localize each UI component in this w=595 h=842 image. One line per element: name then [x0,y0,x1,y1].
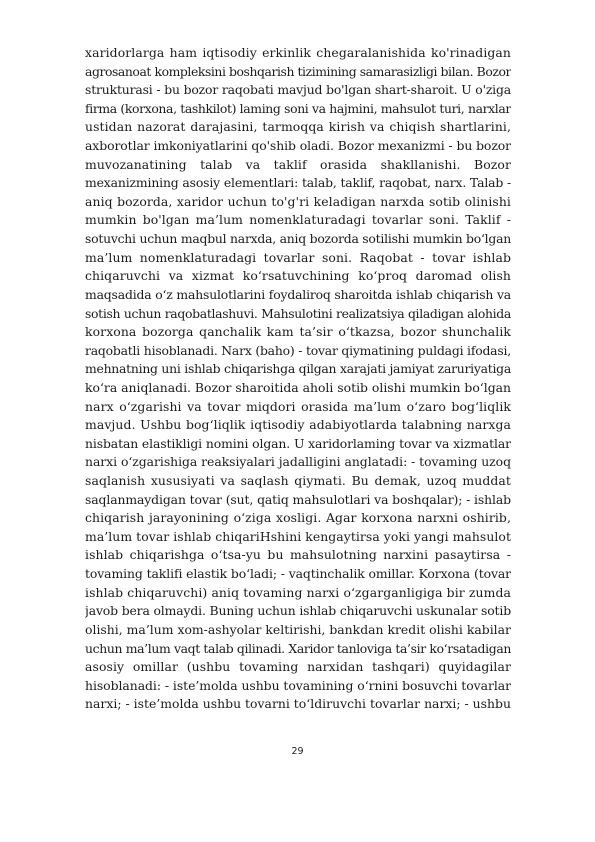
text-line: sotish uchun raqobatlashuvi. Mahsulotini realizatsiya qiladigan alohida [85,305,511,321]
text-line: agrosanoat kompleksini boshqarish tizimining samarasizligi bilan. Bozor [85,63,511,79]
text-line: chiqaruvchi va xizmat ko‘rsatuvchining ko‘proq daromad olish [85,268,511,284]
text-line: firma (korxona, tashkilot) laming soni va hajmini, mahsulot turi, narxlar [85,100,511,116]
text-line: narx o‘zgarishi va tovar miqdori orasida ma’lum o‘zaro bog‘liqlik [85,398,511,414]
text-line: strukturasi - bu bozor raqobati mavjud bo'lgan shart-sharoit. U o'ziga [85,82,511,98]
page-number: 29 [291,746,304,757]
text-line: ma’lum nomenklaturadagi tovarlar soni. Raqobat - tovar ishlab [85,249,511,265]
text-line: korxona bozorga qanchalik kam ta’sir o‘tkazsa, bozor shunchalik [85,324,511,340]
text-line: xaridorlarga ham iqtisodiy erkinlik chegaralanishida ko'rinadigan [85,45,511,60]
body-text [85,44,511,714]
text-line: ishlab chiqaruvchi) aniq tovaming narxi o‘zgarganligiga bir zumda [85,584,511,600]
text-line: muvozanatining talab va taklif orasida shakllanishi. Bozor [85,156,511,172]
text-line: saqlanmaydigan tovar (sut, qatiq mahsulotlari va boshqalar); - ishlab [85,491,511,507]
text-line: asosiy omillar (ushbu tovaming narxidan tashqari) quyidagilar [85,659,511,675]
text-line: mavjud. Ushbu bog‘liqlik iqtisodiy adabiyotlarda talabning narxga [85,417,511,433]
text-line: saqlanish xususiyati va saqlash qiymati. Bu demak, uzoq muddat [85,473,511,489]
text-line: mumkin bo'lgan ma’lum nomenklaturadagi tovarlar soni. Taklif - [85,212,511,228]
text-line: aniq bozorda, xaridor uchun to'g'ri keladigan narxda sotib olinishi [85,193,511,209]
text-line: raqobatli hisoblanadi. Narx (baho) - tovar qiymatining puldagi ifodasi, [85,342,511,358]
text-line: narxi; - iste’molda ushbu tovarni to‘ldiruvchi tovarlar narxi; - ushbu [85,696,511,712]
text-line: sotuvchi uchun maqbul narxda, aniq bozorda sotilishi mumkin bo‘lgan [85,231,511,247]
text-line: uchun ma’lum vaqt talab qilinadi. Xaridor tanloviga ta’sir ko‘rsatadigan [85,640,511,656]
text-line: hisoblanadi: - iste’molda ushbu tovamining o‘rnini bosuvchi tovarlar [85,677,511,693]
text-line: ko‘ra aniqlanadi. Bozor sharoitida aholi sotib olishi mumkin bo‘lgan [85,379,511,395]
text-line: ma’lum tovar ishlab chiqariHshini kengaytirsa yoki yangi mahsulot [85,528,511,544]
text-line: maqsadida o‘z mahsulotlarini foydaliroq sharoitda ishlab chiqarish va [85,286,511,302]
text-line: ishlab chiqarishga o‘tsa-yu bu mahsulotning narxini pasaytirsa - [85,547,511,563]
text-line: ustidan nazorat darajasini, tarmoqqa kirish va chiqish shartlarini, [85,119,511,135]
text-line: javob bera olmaydi. Buning uchun ishlab chiqaruvchi uskunalar sotib [85,603,511,619]
text-line: mexanizmining asosiy elementlari: talab, taklif, raqobat, narx. Talab - [85,175,511,191]
text-line: olishi, ma’lum xom-ashyolar keltirishi, bankdan kredit olishi kabilar [85,621,511,637]
text-line: chiqarish jarayonining o‘ziga xosligi. Agar korxona narxni oshirib, [85,510,511,526]
text-line: axborotlar imkoniyatlarini qo'shib oladi. Bozor mexanizmi - bu bozor [85,138,511,154]
text-line: nisbatan elastikligi nomini olgan. U xaridorlaming tovar va xizmatlar [85,435,511,451]
text-line: tovaming taklifi elastik bo‘ladi; - vaqtinchalik omillar. Korxona (tovar [85,566,511,582]
text-line: mehnatning uni ishlab chiqarishga qilgan xarajati jamiyat zaruriyatiga [85,361,511,377]
text-line: narxi o‘zgarishiga reaksiyalari jadalligini anglatadi: - tovaming uzoq [85,454,511,470]
